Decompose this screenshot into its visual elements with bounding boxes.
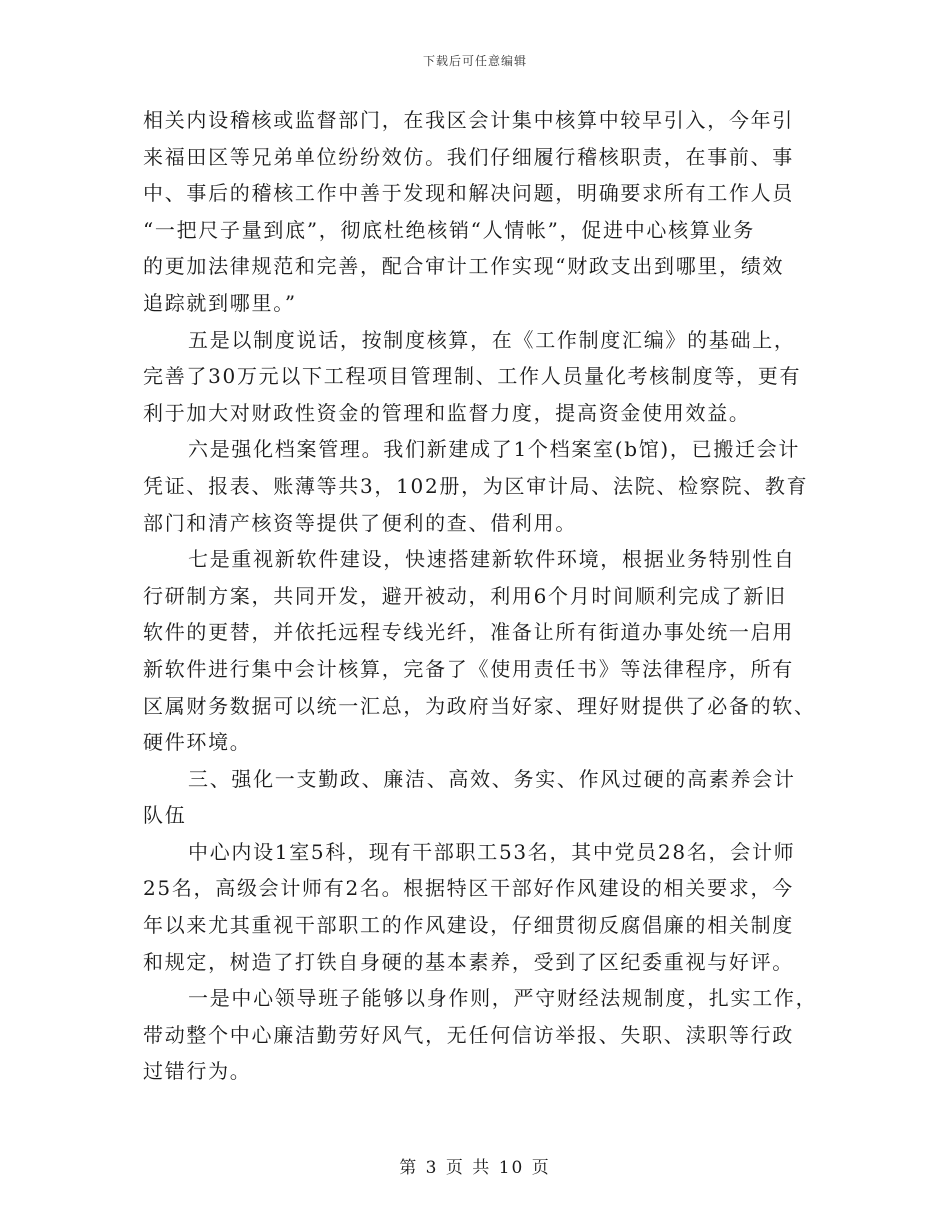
text-line: 中、事后的稽核工作中善于发现和解决问题，明确要求所有工作人员 [143, 181, 794, 206]
document-body [143, 102, 818, 1090]
text-line: 行研制方案，共同开发，避开被动，利用6个月时间顺利完成了新旧 [143, 583, 787, 608]
text-line: 的更加法律规范和完善，配合审计工作实现“财政支出到哪里，绩效 [143, 254, 785, 279]
paragraph-first-line: 一是中心领导班子能够以身作则，严守财经法规制度，扎实工作， [188, 986, 818, 1011]
text-line: 硬件环境。 [143, 730, 252, 755]
paragraph-first-line: 七是重视新软件建设，快速搭建新软件环境，根据业务特别性自 [188, 547, 796, 572]
paragraph-first-line: 五是以制度说话，按制度核算，在《工作制度汇编》的基础上， [188, 327, 796, 352]
text-line: 来福田区等兄弟单位纷纷效仿。我们仔细履行稽核职责，在事前、事 [143, 144, 794, 169]
text-line: 相关内设稽核或监督部门，在我区会计集中核算中较早引入，今年引 [143, 108, 794, 132]
text-line: 完善了30万元以下工程项目管理制、工作人员量化考核制度等，更有 [143, 364, 802, 389]
text-line: 利于加大对财政性资金的管理和监督力度，提高资金使用效益。 [143, 400, 751, 425]
text-line: 25名，高级会计师有2名。根据特区干部好作风建设的相关要求，今 [143, 876, 794, 901]
text-line: 新软件进行集中会计核算，完备了《使用责任书》等法律程序，所有 [143, 656, 794, 681]
text-line: 追踪就到哪里。” [143, 290, 297, 315]
text-line: 和规定，树造了打铁自身硬的基本素养，受到了区纪委重视与好评。 [143, 949, 794, 974]
text-line: 部门和清产核资等提供了便利的查、借利用。 [143, 510, 577, 535]
text-line: 过错行为。 [143, 1059, 252, 1084]
paragraph-first-line: 中心内设1室5科，现有干部职工53名，其中党员28名，会计师 [188, 839, 796, 864]
section-heading: 三、强化一支勤政、廉洁、高效、务实、作风过硬的高素养会计 [188, 766, 796, 791]
page-number-footer: 第 3 页 共 10 页 [399, 1158, 551, 1178]
text-line: 年以来尤其重视干部职工的作风建设，仔细贯彻反腐倡廉的相关制度 [143, 913, 794, 938]
section-heading-continued: 队伍 [143, 803, 187, 828]
text-line: “一把尺子量到底”，彻底杜绝核销“人情帐”，促进中心核算业务 [143, 217, 755, 242]
text-line: 软件的更替，并依托远程专线光纤，准备让所有街道办事处统一启用 [143, 620, 794, 645]
paragraph-first-line: 六是强化档案管理。我们新建成了1个档案室(b馆)，已搬迁会计 [188, 437, 801, 462]
text-line: 带动整个中心廉洁勤劳好风气，无任何信访举报、失职、渎职等行政 [143, 1022, 794, 1047]
page-header: 下载后可任意编辑 [422, 54, 527, 68]
text-line: 区属财务数据可以统一汇总，为政府当好家、理好财提供了必备的软、 [143, 693, 816, 718]
text-line: 凭证、报表、账薄等共3，102册，为区审计局、法院、检察院、教育 [143, 473, 809, 498]
